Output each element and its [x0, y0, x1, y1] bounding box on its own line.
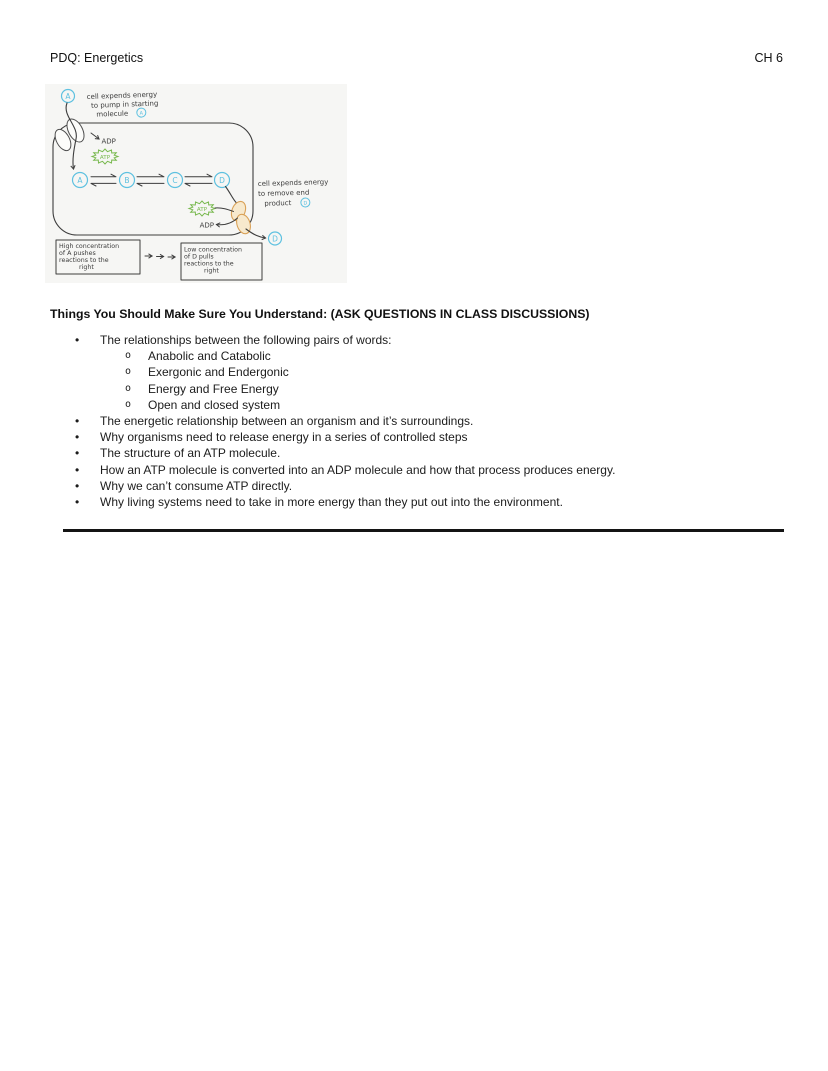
list-item-text: The energetic relationship between an organism and it’s surroundings. — [100, 414, 474, 429]
sub-list-item-text: Anabolic and Catabolic — [148, 349, 271, 364]
doc-chapter: CH 6 — [754, 51, 783, 65]
study-section — [50, 306, 783, 510]
molecule-d-outside — [269, 232, 282, 245]
entry-adp — [91, 133, 116, 146]
svg-text:right: right — [204, 267, 219, 275]
bullet-marker: • — [75, 333, 80, 347]
svg-text:product: product — [264, 199, 292, 208]
remove-annotation — [258, 178, 329, 208]
sub-list-item-text: Exergonic and Endergonic — [148, 365, 289, 380]
sub-list-item-text: Open and closed system — [148, 397, 281, 412]
list-item — [50, 445, 783, 461]
sub-list-item — [50, 348, 783, 364]
reaction-chain — [73, 173, 230, 188]
exit-channel-protein — [229, 199, 253, 235]
sub-list-item — [50, 397, 783, 413]
svg-text:molecule: molecule — [96, 109, 129, 119]
sub-bullet-marker: o — [125, 366, 132, 378]
sub-bullet-marker: o — [125, 382, 132, 394]
svg-text:ADP: ADP — [101, 137, 116, 146]
bullet-marker: • — [75, 495, 80, 510]
svg-text:right: right — [79, 264, 94, 271]
metabolic-pathway-diagram — [45, 84, 347, 283]
svg-text:D: D — [219, 175, 225, 185]
atp-to-channel-line — [215, 208, 234, 212]
entry-atp-starburst — [92, 149, 118, 164]
svg-text:ATP: ATP — [196, 206, 208, 213]
list-item-text: How an ATP molecule is converted into an ADP molecule and how that process produces energy. — [100, 462, 616, 477]
bullet-marker: • — [75, 414, 80, 429]
d-to-channel-line — [226, 187, 237, 204]
sub-list-item — [50, 364, 783, 380]
sub-list-item-text: Energy and Free Energy — [148, 381, 279, 396]
equilibrium-arrows-cd — [185, 174, 212, 186]
list-item — [50, 429, 783, 445]
svg-text:D: D — [303, 200, 308, 207]
bullet-marker: • — [75, 446, 80, 461]
understand-list — [50, 332, 783, 510]
high-concentration-box — [56, 240, 140, 274]
svg-text:of A pushes: of A pushes — [59, 250, 96, 257]
svg-text:ADP: ADP — [199, 221, 214, 230]
bullet-marker: • — [75, 430, 80, 445]
sub-bullet-marker: o — [125, 398, 132, 410]
entry-transport-protein — [52, 116, 88, 153]
svg-text:reactions to the: reactions to the — [59, 257, 109, 264]
svg-text:A: A — [65, 91, 71, 101]
list-item-text: Why living systems need to take in more energy than they put out into the environment. — [100, 495, 563, 510]
sub-list-item — [50, 381, 783, 397]
svg-text:cell expends energy: cell expends energy — [86, 90, 158, 101]
diagram-svg — [45, 84, 347, 283]
adp-release-arrow — [91, 133, 99, 139]
exit-atp-starburst — [189, 201, 215, 216]
svg-text:to remove end: to remove end — [258, 188, 310, 198]
svg-text:C: C — [172, 175, 178, 185]
svg-text:B: B — [124, 175, 130, 185]
svg-text:D: D — [272, 234, 278, 244]
svg-text:to pump in starting: to pump in starting — [90, 99, 159, 110]
svg-text:cell expends energy: cell expends energy — [257, 178, 329, 188]
sub-bullet-marker: o — [125, 350, 132, 362]
section-heading: Things You Should Make Sure You Understand: (ASK QUESTIONS IN CLASS DISCUSSIONS) — [50, 307, 590, 321]
bottom-rule — [63, 529, 784, 532]
low-concentration-box — [181, 243, 262, 280]
list-item — [50, 462, 783, 478]
equilibrium-arrows-bc — [137, 174, 164, 186]
list-item — [50, 478, 783, 494]
exit-adp — [200, 218, 238, 230]
svg-text:of D pulls: of D pulls — [184, 253, 214, 261]
doc-title: PDQ: Energetics — [50, 51, 144, 65]
svg-text:reactions to the: reactions to the — [184, 260, 234, 268]
svg-text:A: A — [139, 110, 144, 117]
bullet-marker: • — [75, 462, 80, 477]
list-item-text: The structure of an ATP molecule. — [100, 446, 281, 461]
list-item-text: The relationships between the following pairs of words: — [100, 333, 392, 347]
document-header — [50, 51, 783, 65]
list-item — [50, 413, 783, 429]
molecule-a-outside — [62, 90, 75, 103]
list-item-text: Why organisms need to release energy in a series of controlled steps — [100, 430, 468, 445]
arrow-sequence — [145, 256, 175, 257]
equilibrium-arrows-ab — [91, 174, 116, 186]
list-item-text: Why we can’t consume ATP directly. — [100, 478, 293, 493]
pump-annotation — [87, 90, 159, 118]
bullet-marker: • — [75, 478, 80, 493]
list-item — [50, 494, 783, 510]
list-item — [50, 332, 783, 348]
svg-text:A: A — [77, 175, 83, 185]
svg-text:Low concentration: Low concentration — [184, 246, 243, 254]
svg-text:High concentration: High concentration — [59, 243, 120, 250]
svg-text:ATP: ATP — [99, 154, 111, 161]
